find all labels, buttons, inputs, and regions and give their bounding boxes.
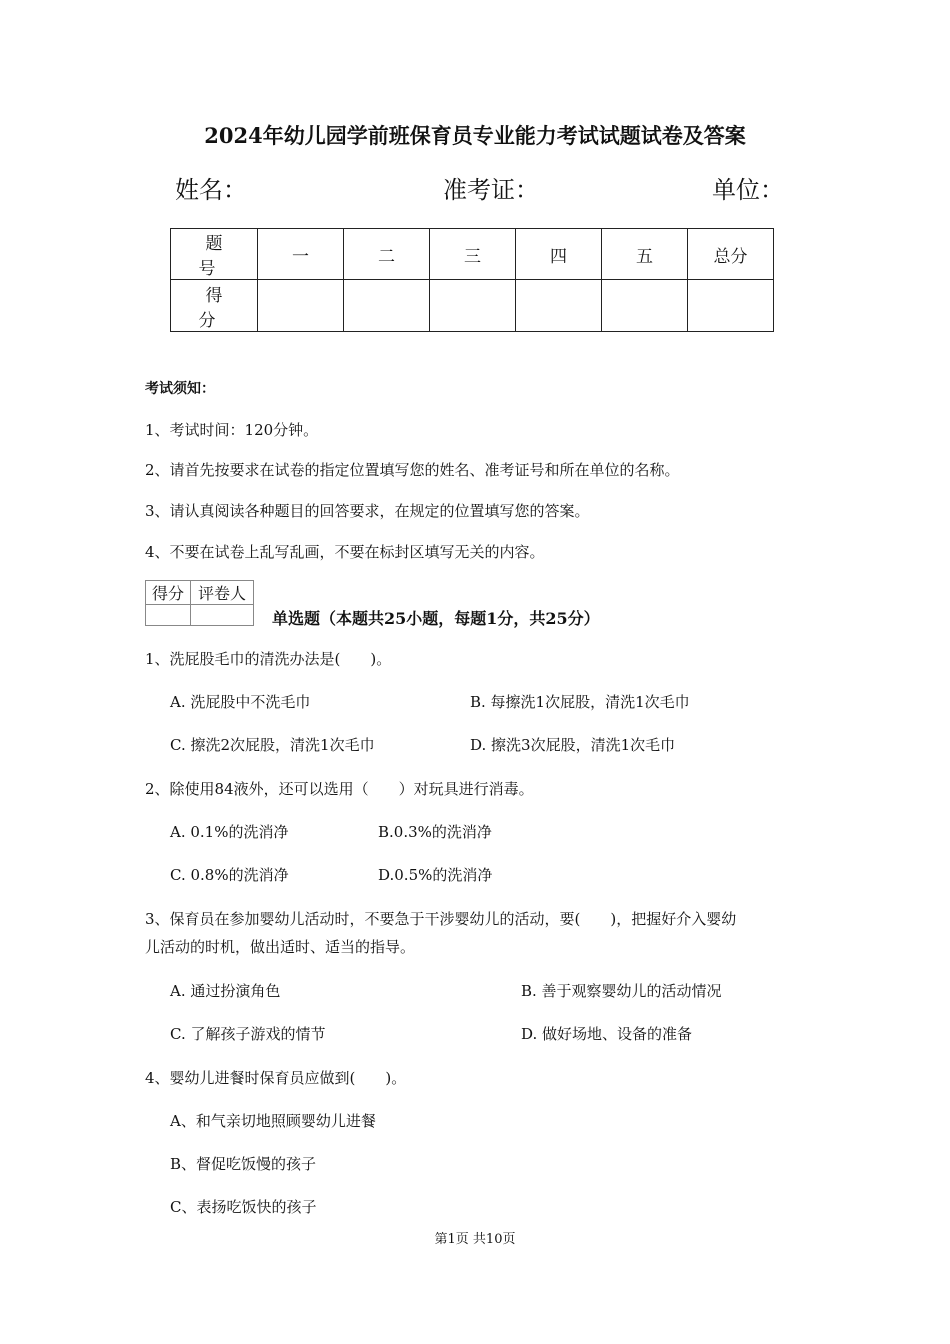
- question-option: A. 洗屁股中不洗毛巾: [170, 693, 311, 711]
- notice-heading: 考试须知：: [145, 381, 215, 397]
- score-row-label: 得 分: [171, 280, 258, 332]
- score-table-header-cell: 三: [430, 229, 516, 280]
- grader-score-label: 得分: [146, 581, 191, 605]
- question-option: C、表扬吃饭快的孩子: [170, 1198, 317, 1216]
- notice-item: 3、请认真阅读各种题目的回答要求，在规定的位置填写您的答案。: [145, 502, 590, 520]
- name-field-label: 姓名：: [175, 176, 247, 204]
- question-option: D. 擦洗3次屁股，清洗1次毛巾: [470, 736, 676, 754]
- score-cell[interactable]: [430, 280, 516, 332]
- question-option: D.0.5%的洗消净: [378, 866, 493, 884]
- score-table-score-row: [171, 280, 774, 332]
- question-stem: 4、婴幼儿进餐时保育员应做到( )。: [145, 1069, 407, 1087]
- question-option: C. 了解孩子游戏的情节: [170, 1025, 326, 1043]
- question-option: B. 善于观察婴幼儿的活动情况: [521, 982, 722, 1000]
- document-title: 2024年幼儿园学前班保育员专业能力考试试题试卷及答案: [204, 123, 746, 148]
- grader-score-cell[interactable]: [146, 605, 191, 626]
- grader-box: [145, 580, 254, 626]
- question-option: A、和气亲切地照顾婴幼儿进餐: [170, 1112, 376, 1130]
- question-option: B.0.3%的洗消净: [378, 823, 492, 841]
- score-table-header-cell: 四: [516, 229, 602, 280]
- question-stem: 3、保育员在参加婴幼儿活动时，不要急于干涉婴幼儿的活动，要( )，把握好介入婴幼: [145, 910, 737, 928]
- score-cell[interactable]: [602, 280, 688, 332]
- question-option: A. 通过扮演角色: [170, 982, 281, 1000]
- score-cell[interactable]: [516, 280, 602, 332]
- score-table-header-cell: 总分: [688, 229, 774, 280]
- score-table-header-cell: 题 号: [171, 229, 258, 280]
- score-cell[interactable]: [258, 280, 344, 332]
- score-table-header-row: [171, 229, 774, 280]
- score-table-header-cell: 二: [344, 229, 430, 280]
- question-option: A. 0.1%的洗消净: [170, 823, 289, 841]
- page-footer: 第1页 共10页: [434, 1232, 516, 1247]
- section-title: 单选题（本题共25小题，每题1分，共25分）: [272, 609, 600, 628]
- score-table-header-cell: 一: [258, 229, 344, 280]
- question-option: C. 0.8%的洗消净: [170, 866, 289, 884]
- grader-name-cell[interactable]: [191, 605, 254, 626]
- score-cell[interactable]: [344, 280, 430, 332]
- score-table: [170, 228, 774, 332]
- notice-item: 2、请首先按要求在试卷的指定位置填写您的姓名、准考证号和所在单位的名称。: [145, 461, 680, 479]
- question-option: D. 做好场地、设备的准备: [521, 1025, 693, 1043]
- exam-id-field-label: 准考证：: [443, 176, 539, 204]
- notice-item: 1、考试时间：120分钟。: [145, 421, 319, 439]
- unit-field-label: 单位：: [712, 176, 784, 204]
- question-option: C. 擦洗2次屁股，清洗1次毛巾: [170, 736, 375, 754]
- score-cell[interactable]: [688, 280, 774, 332]
- question-option: B、督促吃饭慢的孩子: [170, 1155, 317, 1173]
- question-stem: 1、洗屁股毛巾的清洗办法是( )。: [145, 650, 392, 668]
- question-stem-continued: 儿活动的时机，做出适时、适当的指导。: [145, 938, 416, 956]
- question-option: B. 每擦洗1次屁股，清洗1次毛巾: [470, 693, 690, 711]
- question-stem: 2、除使用84液外，还可以选用（ ）对玩具进行消毒。: [145, 780, 534, 798]
- notice-item: 4、不要在试卷上乱写乱画，不要在标封区填写无关的内容。: [145, 543, 545, 561]
- score-table-header-cell: 五: [602, 229, 688, 280]
- grader-name-label: 评卷人: [191, 581, 254, 605]
